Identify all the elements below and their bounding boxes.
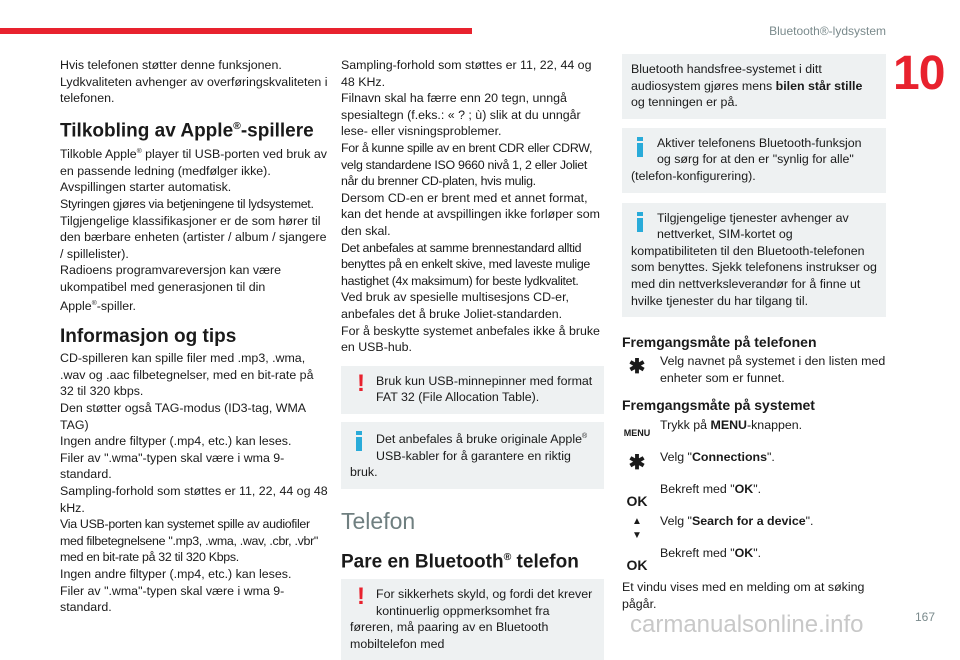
text: Velg "	[660, 450, 692, 465]
paragraph: Sampling-forhold som støttes er 11, 22, 44 og 48 kHz.	[60, 484, 328, 515]
bold-text: bilen står stille	[775, 78, 863, 93]
paragraph: Filnavn skal ha færre enn 20 tegn, unngå spesialtegn (f.eks.: « ? ; ù) slik at du unngår lese- eller visningsproblemer.	[341, 91, 581, 139]
paragraph: Tilgjengelige klassifikasjoner er de som hører til den bærbare enheten (artister / album / sjangere / spillelister).	[60, 213, 327, 261]
system-step	[622, 481, 886, 513]
menu-button-icon: MENU	[623, 428, 651, 439]
text: og tenningen er på.	[631, 95, 738, 110]
up-down-arrows-icon: ▲ ▼	[632, 516, 642, 542]
system-step	[622, 449, 886, 481]
info-heading: Informasjon og tips	[60, 326, 237, 348]
text: Bekreft med "	[660, 482, 735, 497]
paragraph: Sampling-forhold som støttes er 11, 22, 44 og 48 KHz.	[341, 58, 592, 89]
paragraph: Via USB-porten kan systemet spille av audiofiler med filbetegnelsene ".mp3, .wma, .wav, .cbr, .vbr" med en bit-rate på 32 til 320 Kbps.	[60, 517, 319, 565]
paragraph: Ved bruk av spesielle multisesjons CD-er, anbefales det å bruke Joliet-standarden.	[341, 290, 569, 321]
info-box-services	[622, 203, 886, 318]
reg-mark: ®	[233, 120, 241, 132]
left-column	[60, 57, 328, 616]
paragraph: For å beskytte systemet anbefales ikke å bruke en USB-hub.	[341, 323, 600, 355]
middle-column	[341, 57, 604, 660]
reg-mark: ®	[503, 551, 512, 563]
paragraph: For å kunne spille av en brent CDR eller CDRW, velg standardene ISO 9660 nivå 1, 2 eller Joliet når du brenner CD-platen, hvis mulig.	[341, 140, 593, 189]
paragraph: Dersom CD-en er brent med et annet format, kan det hende at avspillingen ikke forløper som den skal.	[341, 190, 600, 238]
warning-box-usb	[341, 366, 604, 414]
text: ".	[753, 546, 762, 561]
paragraph: Den støtter også TAG-modus (ID3-tag, WMA TAG)	[60, 401, 306, 432]
system-step	[622, 513, 886, 545]
note-box-standstill	[622, 54, 886, 119]
paragraph: Det anbefales at samme brennestandard alltid benyttes på en enkelt skive, med laveste mulige hastighet (4x maksimum) for beste lydkvalitet.	[341, 240, 591, 288]
page-number: 167	[915, 610, 936, 624]
paragraph: Avspillingen starter automatisk.	[60, 180, 232, 195]
info-icon	[631, 210, 653, 236]
warning-icon: !	[357, 583, 365, 611]
telefon-heading: Telefon	[341, 507, 416, 534]
text: Bekreft med "	[660, 546, 735, 561]
info-text	[60, 350, 328, 616]
paragraph: Ingen andre filtyper (.mp4, etc.) kan leses.	[60, 567, 292, 582]
bold-text: Connections	[691, 450, 768, 465]
warning-box-safety	[341, 579, 604, 660]
paragraph: Filer av ".wma"-typen skal være i wma 9-standard.	[60, 450, 285, 482]
reg-mark: ®	[91, 299, 97, 307]
info-icon	[350, 429, 372, 455]
text: telefon	[511, 551, 579, 573]
text: Trykk på	[660, 418, 711, 433]
text: Pare en Bluetooth	[341, 551, 504, 573]
bold-text: Search for a device	[691, 514, 806, 529]
right-column	[622, 54, 886, 613]
text: Radioens programvareversjon kan være ukompatibel med generasjonen til din	[60, 263, 282, 294]
phone-step	[622, 353, 886, 386]
warning-icon: !	[357, 369, 365, 397]
bold-text: OK	[734, 546, 754, 561]
paragraph: CD-spilleren kan spille filer med .mp3, .wma, .wav og .aac filbetegnelser, med en bit-rate på 32 til 320 kbps.	[60, 351, 314, 399]
section-title: Bluetooth®-lydsystem	[769, 24, 886, 38]
text: Tilkoble Apple	[60, 147, 137, 162]
phone-procedure-heading: Fremgangsmåte på telefonen	[622, 334, 817, 351]
text: ".	[767, 450, 775, 465]
bold-text: OK	[734, 482, 754, 497]
text: Velg "	[660, 514, 692, 529]
text: -spiller.	[96, 298, 136, 313]
system-procedure-heading: Fremgangsmåte på systemet	[622, 397, 815, 414]
system-step	[622, 545, 886, 577]
info-text: Tilgjengelige tjenester avhenger av nettverket, SIM-kortet og kompatibiliteten til den Bluetooth-telefonen som benyttes. Sjekk telefonens instrukser og med din nettverksleverandør for å finne ut hvilke tjenester du har tilgang til.	[631, 210, 877, 308]
apple-heading	[60, 116, 328, 142]
bold-text: MENU	[710, 418, 747, 433]
text: ".	[753, 482, 762, 497]
ok-button-icon: OK	[626, 493, 648, 510]
chapter-number: 10	[893, 47, 945, 100]
outro-text: Et vindu vises med en melding om at søking pågår.	[622, 580, 865, 611]
bluetooth-icon: ✱	[628, 356, 646, 379]
intro-text: Hvis telefonen støtter denne funksjonen. Lydkvaliteten avhenger av overføringskvaliteten i telefonen.	[60, 58, 328, 106]
chapter-bar	[0, 28, 472, 34]
info-text: Aktiver telefonens Bluetooth-funksjon og sørg for at den er "synlig for alle" (telefon-konfigurering).	[631, 135, 862, 183]
text: player til USB-porten ved bruk av en passende ledning (medfølger ikke).	[60, 147, 327, 178]
ok-button-icon: OK	[626, 557, 648, 574]
cd-text	[341, 57, 604, 356]
text: Bluetooth handsfree-systemet i ditt audiosystem gjøres mens	[631, 62, 822, 93]
pair-heading	[341, 547, 604, 573]
info-box-activate	[622, 128, 886, 193]
watermark: carmanualsonline.info	[630, 611, 864, 638]
apple-heading-suffix: -spillere	[240, 120, 314, 142]
text: -knappen.	[746, 418, 803, 433]
paragraph: Filer av ".wma"-typen skal være i wma 9-standard.	[60, 583, 285, 615]
warning-text: For sikkerhets skyld, og fordi det krever kontinuerlig oppmerksomhet fra føreren, må paaring av en Bluetooth mobiltelefon med	[350, 587, 593, 651]
system-step	[622, 417, 886, 449]
text: Apple	[60, 298, 92, 313]
info-box-apple	[341, 422, 604, 489]
warning-text: Bruk kun USB-minnepinner med format FAT 32 (File Allocation Table).	[376, 373, 593, 405]
apple-heading-text: Tilkobling av Apple	[60, 120, 234, 142]
info-icon	[631, 135, 653, 161]
bluetooth-icon: ✱	[628, 452, 646, 475]
info-text: Det anbefales å bruke originale Apple	[376, 432, 582, 446]
info-text: USB-kabler for å garantere en riktig bruk.	[350, 448, 571, 480]
reg-mark: ®	[581, 432, 588, 440]
step-text: Velg navnet på systemet i den listen med enheter som er funnet.	[660, 354, 886, 385]
paragraph: Styringen gjøres via betjeningene til lydsystemet.	[60, 197, 314, 212]
reg-mark: ®	[136, 148, 142, 156]
apple-text	[60, 144, 328, 314]
paragraph: Ingen andre filtyper (.mp4, etc.) kan leses.	[60, 434, 292, 449]
text: ".	[805, 514, 814, 529]
